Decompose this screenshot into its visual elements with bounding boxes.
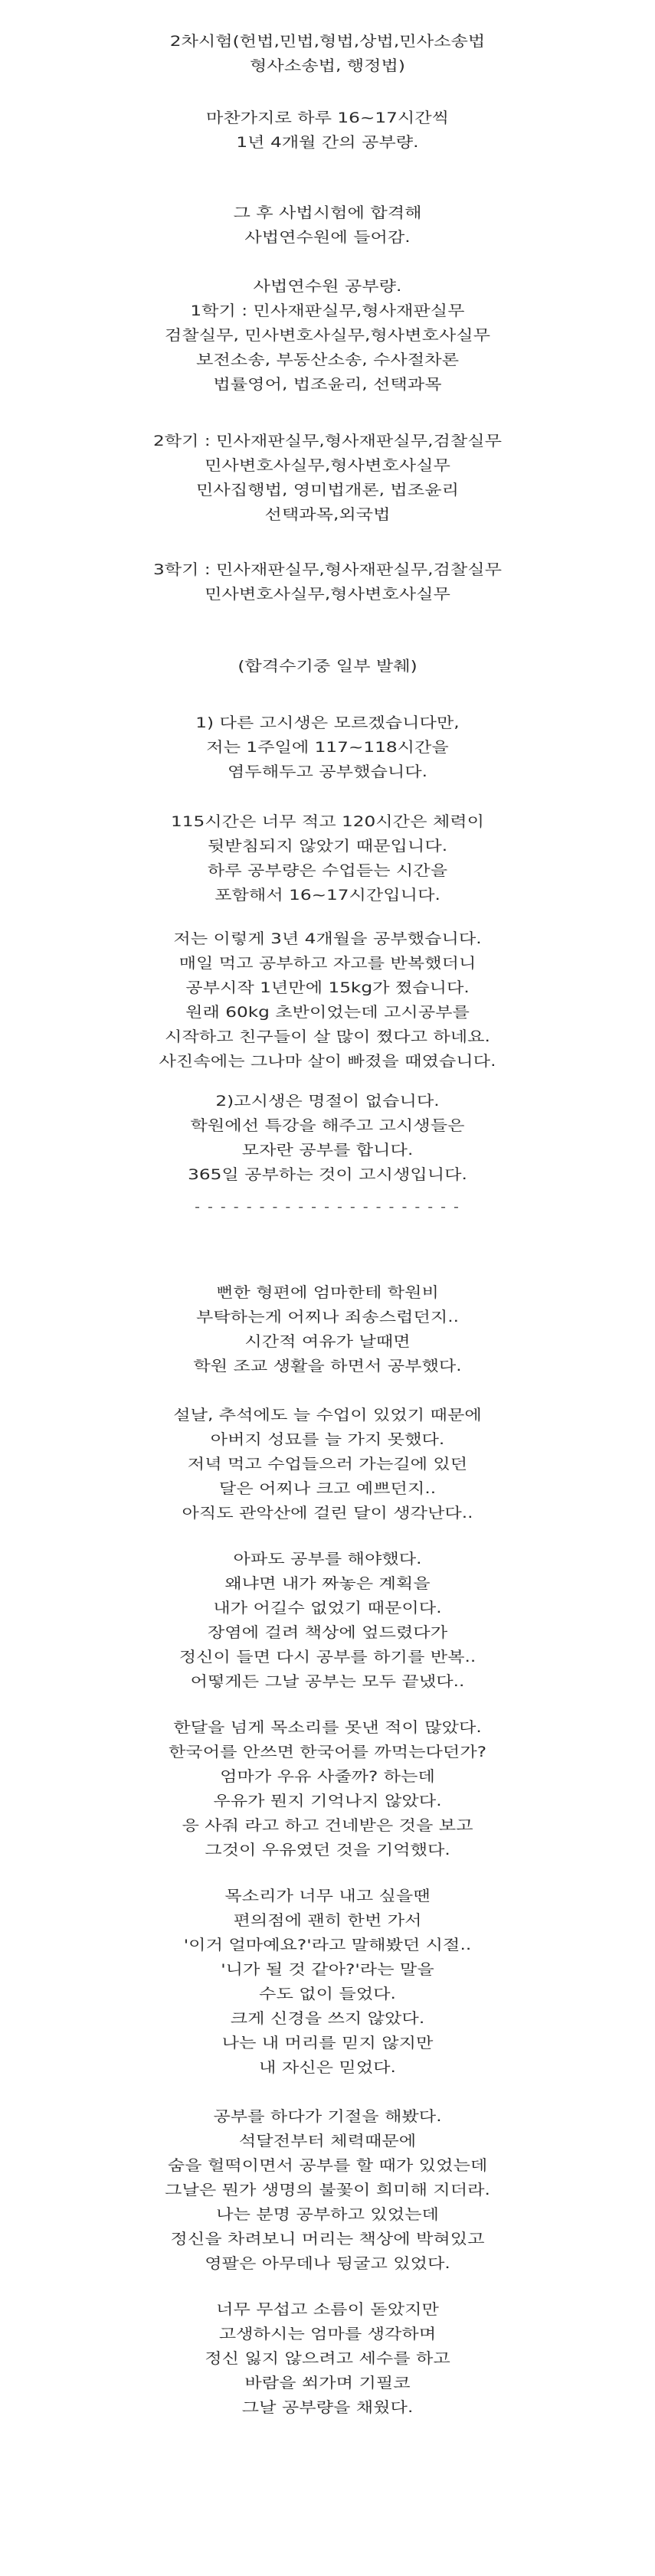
text-line: 그 후 사법시험에 합격해 (233, 204, 422, 221)
text-line: 숨을 헐떡이면서 공부를 할 때가 있었는데 (167, 2157, 488, 2174)
text-line: 정신 잃지 않으려고 세수를 하고 (205, 2350, 450, 2367)
text-line: '니가 될 것 같아?'라는 말을 (221, 1961, 434, 1978)
text-line: 시작하고 친구들이 살 많이 쪘다고 하네요. (165, 1028, 490, 1045)
text-line: 민사집행법, 영미법개론, 법조윤리 (196, 482, 459, 499)
text-line: 그날 공부량을 채웠다. (241, 2399, 414, 2416)
semester-1-block (0, 274, 655, 397)
text-line: 2차시험(헌법,민법,형법,상법,민사소송법 (169, 33, 486, 50)
text-line: 1) 다른 고시생은 모르겠습니다만, (195, 714, 460, 731)
semester-3-block (0, 557, 655, 606)
text-line: 달은 어찌나 크고 예쁘던지.. (218, 1480, 437, 1497)
text-line: 내가 어길수 없었기 때문이다. (213, 1600, 442, 1617)
text-line: 부탁하는게 어찌나 죄송스럽던지.. (196, 1309, 459, 1326)
story-7-block (0, 2297, 655, 2420)
excerpt-4-block (0, 1089, 655, 1187)
text-line: 2학기 : 민사재판실무,형사재판실무,검찰실무 (152, 433, 503, 449)
story-4-block (0, 1715, 655, 1862)
text-line: 엄마가 우유 사줄까? 하는데 (220, 1768, 435, 1785)
text-line: 검찰실무, 민사변호사실무,형사변호사실무 (164, 327, 491, 344)
text-line: 매일 먹고 공부하고 자고를 반복했더니 (178, 955, 477, 972)
text-line: 편의점에 괜히 한번 가서 (233, 1912, 422, 1929)
text-line: 보전소송, 부동산소송, 수사절차론 (196, 351, 459, 368)
text-line: 한달을 넘게 목소리를 못낸 적이 많았다. (173, 1719, 482, 1736)
text-line: 나는 내 머리를 믿지 않지만 (221, 2035, 434, 2051)
text-line: 법률영어, 법조윤리, 선택과목 (213, 376, 442, 393)
text-line: 그날은 뭔가 생명의 불꽃이 희미해 지더라. (165, 2182, 490, 2198)
text-line: 응 사줘 라고 하고 건네받은 것을 보고 (182, 1817, 473, 1834)
text-line: 사법연수원에 들어감. (244, 229, 411, 246)
text-line: 공부를 하다가 기절을 해봤다. (213, 2108, 442, 2125)
text-line: 형사소송법, 행정법) (250, 57, 405, 74)
text-line: 1년 4개월 간의 공부량. (236, 134, 419, 151)
text-line: 민사변호사실무,형사변호사실무 (205, 457, 450, 474)
text-line: 학원에선 특강을 해주고 고시생들은 (190, 1117, 465, 1134)
text-line: 그것이 우유였던 것을 기억했다. (205, 1842, 450, 1858)
text-line: 2)고시생은 명절이 없습니다. (215, 1093, 440, 1110)
text-line: 115시간은 너무 적고 120시간은 체력이 (170, 813, 485, 830)
section-divider: - - - - - - - - - - - - - - - - - - - - - (195, 1198, 460, 1215)
excerpt-2-block (0, 809, 655, 907)
text-line: 고생하시는 엄마를 생각하며 (218, 2326, 437, 2342)
text-line: 왜냐면 내가 짜놓은 계획을 (224, 1575, 431, 1592)
text-line: 염두해두고 공부했습니다. (227, 763, 428, 780)
text-line: 원래 60kg 초반이었는데 고시공부를 (185, 1004, 470, 1021)
text-line: 저는 1주일에 117~118시간을 (206, 739, 449, 756)
text-line: 정신을 차려보니 머리는 책상에 박혀있고 (170, 2231, 485, 2247)
text-line: 아직도 관악산에 걸린 달이 생각난다.. (182, 1505, 473, 1522)
text-line: 한국어를 안쓰면 한국어를 까먹는다던가? (168, 1744, 487, 1760)
text-line: 저녁 먹고 수업들으러 가는길에 있던 (187, 1456, 468, 1473)
text-line: 사진속에는 그나마 살이 빠졌을 때였습니다. (159, 1053, 496, 1070)
story-6-block (0, 2104, 655, 2276)
excerpt-1-block (0, 711, 655, 784)
excerpt-3-block (0, 927, 655, 1074)
story-2-block (0, 1403, 655, 1525)
text-line: 아버지 성묘를 늘 가지 못했다. (210, 1431, 445, 1448)
text-line: 목소리가 너무 내고 싶을땐 (224, 1888, 431, 1904)
text-line: 민사변호사실무,형사변호사실무 (205, 586, 450, 603)
text-line: 저는 이렇게 3년 4개월을 공부했습니다. (173, 930, 482, 947)
text-line: 사법연수원 공부량. (253, 278, 402, 295)
study-hours-block (0, 106, 655, 155)
text-line: 우유가 뭔지 기억나지 않았다. (213, 1793, 442, 1809)
text-line: 학원 조교 생활을 하면서 공부했다. (193, 1358, 462, 1375)
story-1-block (0, 1280, 655, 1378)
text-line: '이거 얼마예요?'라고 말해봤던 시절.. (183, 1937, 472, 1953)
text-line: 뻔한 형편에 엄마한테 학원비 (216, 1284, 439, 1301)
text-line: 어떻게든 그날 공부는 모두 끝냈다.. (190, 1673, 465, 1690)
text-line: 마찬가지로 하루 16~17시간씩 (205, 110, 450, 126)
story-3-block (0, 1547, 655, 1694)
text-line: 3학기 : 민사재판실무,형사재판실무,검찰실무 (152, 561, 503, 578)
semester-2-block (0, 429, 655, 527)
excerpt-title-block (0, 654, 655, 678)
text-line: 365일 공부하는 것이 고시생입니다. (188, 1166, 467, 1183)
text-line: 뒷받침되지 않았기 때문입니다. (207, 838, 448, 855)
text-line: 장염에 걸려 책상에 엎드렸다가 (207, 1624, 448, 1641)
text-line: 1학기 : 민사재판실무,형사재판실무 (190, 302, 465, 319)
excerpt-title: (합격수기중 일부 발췌) (237, 658, 418, 675)
story-5-block (0, 1884, 655, 2080)
text-line: 크게 신경을 쓰지 않았다. (230, 2010, 425, 2027)
exam-subjects-block (0, 29, 655, 78)
text-line: 선택과목,외국법 (264, 506, 391, 523)
after-pass-block (0, 201, 655, 250)
text-line: 내 자신은 믿었다. (259, 2059, 396, 2076)
text-line: 바람을 쐬가며 기필코 (244, 2375, 411, 2391)
text-line: 영팔은 아무데나 뒹굴고 있었다. (205, 2255, 450, 2272)
text-line: 포함해서 16~17시간입니다. (215, 887, 440, 904)
text-line: 수도 없이 들었다. (259, 1986, 396, 2002)
text-line: 아파도 공부를 해야했다. (233, 1551, 422, 1568)
text-line: 모자란 공부를 합니다. (241, 1142, 414, 1159)
text-line: 하루 공부량은 수업듣는 시간을 (207, 862, 448, 879)
text-line: 시간적 여유가 날때면 (244, 1333, 411, 1350)
text-line: 나는 분명 공부하고 있었는데 (216, 2206, 439, 2223)
text-line: 석달전부터 체력때문에 (238, 2133, 417, 2149)
text-line: 너무 무섭고 소름이 돋았지만 (216, 2301, 439, 2318)
text-line: 정신이 들면 다시 공부를 하기를 반복.. (178, 1649, 477, 1666)
text-line: 공부시작 1년만에 15kg가 쪘습니다. (185, 979, 470, 996)
text-line: 설날, 추석에도 늘 수업이 있었기 때문에 (173, 1407, 482, 1424)
